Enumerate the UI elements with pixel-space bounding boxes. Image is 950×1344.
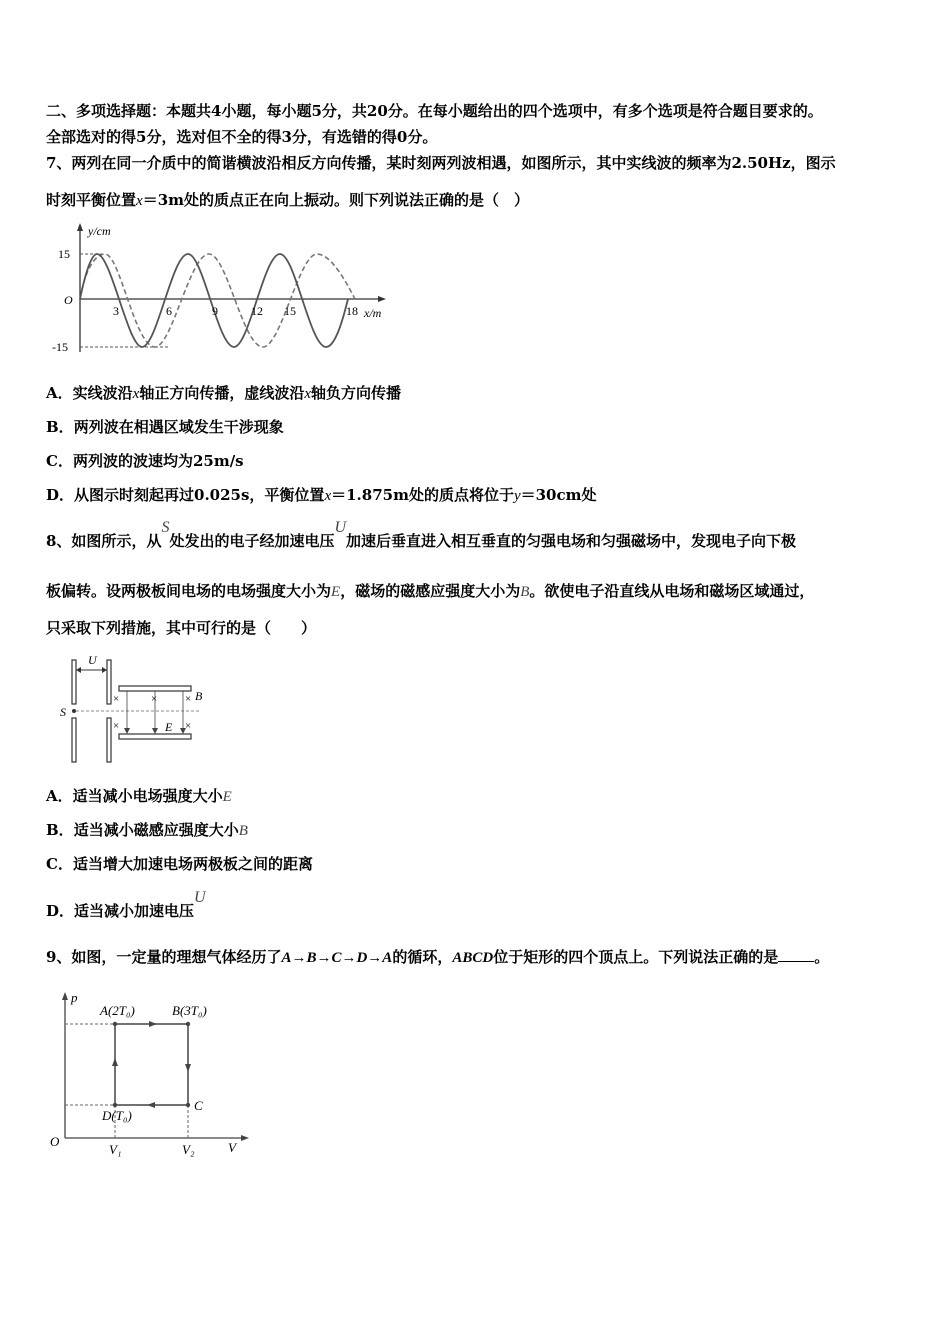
q8-sym-u: U: [334, 519, 347, 536]
q7-x-tick-6: 6: [166, 304, 172, 318]
q9-label-b: B(3T₀): [172, 1003, 207, 1018]
q9-label-v2: V₂: [182, 1142, 195, 1157]
q8-option-a-text: 适当减小电场强度大小: [72, 787, 223, 805]
q9-cycle: A→B→C→D→A: [281, 950, 393, 966]
q9-point-c: [186, 1103, 190, 1107]
q7-option-d-text-c: ＝30cm处: [520, 486, 597, 504]
section-instructions-line2: 全部选对的得5分，选对但不全的得3分，有选错的得0分。: [46, 128, 438, 146]
q9-point-d: [113, 1103, 117, 1107]
q8-option-a-letter: A．: [46, 787, 73, 805]
q8-cross-2: ×: [151, 693, 158, 705]
q8-stem-line3: 只采取下列措施，其中可行的是（ ）: [46, 619, 317, 637]
q8-stem-text-f: 。欲使电子沿直线从电场和磁场区域通过，: [529, 582, 815, 600]
q8-option-d-letter: D．: [46, 902, 75, 920]
q7-stem-line1: 7、两列在同一介质中的简谐横波沿相反方向传播，某时刻两列波相遇，如图所示，其中实线波的频率为2.50Hz，图示: [46, 154, 836, 172]
section-instructions-line1: 二、多项选择题：本题共4小题，每小题5分，共20分。在每小题给出的四个选项中，有多个选项是符合题目要求的。: [46, 102, 823, 120]
q9-pv-figure: [45, 988, 265, 1163]
q7-y-tick-neg15: -15: [52, 340, 68, 354]
q7-option-d-text-b: ＝1.875m处的质点将位于: [331, 486, 514, 504]
q8-upper-plate: [119, 686, 191, 691]
q7-origin: O: [64, 293, 73, 307]
q7-stem-text: 时刻平衡位置: [46, 191, 137, 209]
q8-option-c[interactable]: [46, 854, 313, 874]
q9-stem-text-d: 。: [814, 948, 830, 966]
q7-option-a-letter: A．: [46, 384, 73, 402]
q9-arrow-da: [112, 1058, 118, 1066]
q8-e-arrow-2: [152, 728, 158, 734]
q7-stem-text-b: ＝3m处的质点正在向上振动。则下列说法正确的是（ ）: [142, 191, 529, 209]
q9-label-c: C: [194, 1098, 203, 1113]
q7-x-axis-arrow: [378, 296, 386, 302]
q7-option-a-text: 实线波沿: [72, 384, 133, 402]
q7-option-d-text: 从图示时刻起再过0.025s，平衡位置: [74, 486, 325, 504]
q8-u-arrow-left: [76, 667, 81, 673]
q8-label-e: E: [165, 720, 173, 734]
q7-option-d-var1: x: [324, 488, 332, 504]
q8-cross-1: ×: [113, 693, 120, 705]
q9-point-a: [113, 1022, 117, 1026]
q8-option-b-sym: B: [238, 823, 248, 839]
q7-x-tick-9: 9: [212, 304, 218, 318]
q8-cross-3: ×: [185, 693, 192, 705]
q8-cross-4: ×: [113, 720, 120, 732]
q8-option-a[interactable]: [46, 786, 232, 807]
q8-field-figure: [55, 648, 225, 768]
q8-stem-line2: [46, 581, 814, 602]
q7-option-a-text-b: 轴正方向传播，虚线波沿: [139, 384, 305, 402]
q7-option-d-var2: y: [513, 488, 521, 504]
q8-sym-s: S: [161, 519, 170, 536]
q7-x-tick-18: 18: [346, 304, 358, 318]
q8-option-b-letter: B．: [46, 821, 74, 839]
q9-stem-text: 9、如图，一定量的理想气体经历了: [46, 948, 282, 966]
q7-option-a-text-c: 轴负方向传播: [311, 384, 402, 402]
q9-label-a: A(2T₀): [100, 1003, 135, 1018]
q8-sym-b: B: [520, 584, 530, 600]
q7-y-axis-label: y/cm: [88, 224, 111, 238]
q7-y-axis-arrow: [77, 223, 83, 231]
q7-option-b-letter: B．: [46, 418, 74, 436]
q8-stem-text-e: ，磁场的磁感应强度大小为: [340, 582, 521, 600]
q8-cross-5: ×: [185, 720, 192, 732]
q8-option-d-text: 适当减小加速电压: [74, 902, 195, 920]
q7-x-tick-12: 12: [251, 304, 263, 318]
q8-right-plate-bottom: [107, 718, 111, 762]
q7-option-d-letter: D．: [46, 486, 75, 504]
q8-left-plate-top: [72, 660, 76, 704]
q7-stem-line2: [46, 190, 529, 211]
q9-label-d: D(T₀): [102, 1108, 132, 1123]
q8-option-c-text: 适当增大加速电场两极板之间的距离: [72, 855, 313, 873]
q8-lower-plate: [119, 734, 191, 739]
q9-label-o: O: [50, 1134, 60, 1149]
q8-sym-e: E: [331, 584, 341, 600]
q9-arrow-ab: [149, 1021, 157, 1027]
q8-option-a-sym: E: [222, 789, 232, 805]
q7-option-b-text: 两列波在相遇区域发生干涉现象: [73, 418, 284, 436]
q7-option-c-letter: C．: [46, 452, 73, 470]
q8-stem-line1: [46, 519, 797, 552]
q9-label-v: V: [228, 1140, 236, 1155]
q7-x-axis-label: x/m: [364, 306, 382, 320]
q9-stem-text-c: 位于矩形的四个顶点上。下列说法正确的是: [493, 948, 779, 966]
q9-label-v1: V₁: [109, 1142, 122, 1157]
q8-stem-text-b: 处发出的电子经加速电压: [169, 532, 335, 550]
q8-stem-text: 8、如图所示，从: [46, 532, 162, 550]
q9-abcd: ABCD: [452, 950, 494, 966]
q7-option-d[interactable]: [46, 485, 597, 506]
q8-right-plate-top: [107, 660, 111, 704]
q9-answer-blank[interactable]: [778, 947, 814, 962]
q7-option-c-text: 两列波的波速均为25m/s: [72, 452, 244, 470]
q8-option-b-text: 适当减小磁感应强度大小: [73, 821, 239, 839]
q8-source-dot: [72, 709, 76, 713]
q9-v-axis-arrow: [241, 1135, 249, 1141]
q9-stem-text-b: 的循环，: [392, 948, 453, 966]
q7-option-b[interactable]: [46, 417, 284, 437]
q7-wave-figure: [50, 220, 410, 360]
q8-u-arrow-right: [102, 667, 107, 673]
q9-p-axis-arrow: [62, 992, 68, 1000]
q7-option-a-var2: x: [304, 386, 312, 402]
q9-arrow-bc: [185, 1064, 191, 1072]
q8-option-d[interactable]: [46, 889, 206, 922]
q7-y-tick-15: 15: [58, 247, 70, 261]
q9-label-p: p: [71, 990, 78, 1005]
q7-x-tick-15: 15: [284, 304, 296, 318]
q8-option-b[interactable]: [46, 820, 248, 841]
q7-solid-wave: [80, 254, 348, 347]
q9-point-b: [186, 1022, 190, 1026]
q8-e-arrow-1: [124, 728, 130, 734]
q8-label-u: U: [88, 653, 97, 667]
q7-var-x: x: [136, 193, 143, 209]
q8-stem-text-c: 加速后垂直进入相互垂直的匀强电场和匀强磁场中，发现电子向下极: [346, 532, 797, 550]
q9-arrow-cd: [147, 1102, 155, 1108]
q8-stem-text-d: 板偏转。设两极板间电场的电场强度大小为: [46, 582, 332, 600]
q7-option-c[interactable]: [46, 451, 244, 471]
q8-option-c-letter: C．: [46, 855, 73, 873]
q9-stem: [46, 947, 829, 968]
q7-option-a[interactable]: [46, 383, 401, 404]
q8-label-s: S: [60, 705, 66, 719]
q8-label-b: B: [195, 689, 203, 703]
q7-option-a-var1: x: [132, 386, 140, 402]
q8-left-plate-bottom: [72, 718, 76, 762]
q8-option-d-sym: U: [194, 889, 206, 906]
q7-x-tick-3: 3: [113, 304, 119, 318]
